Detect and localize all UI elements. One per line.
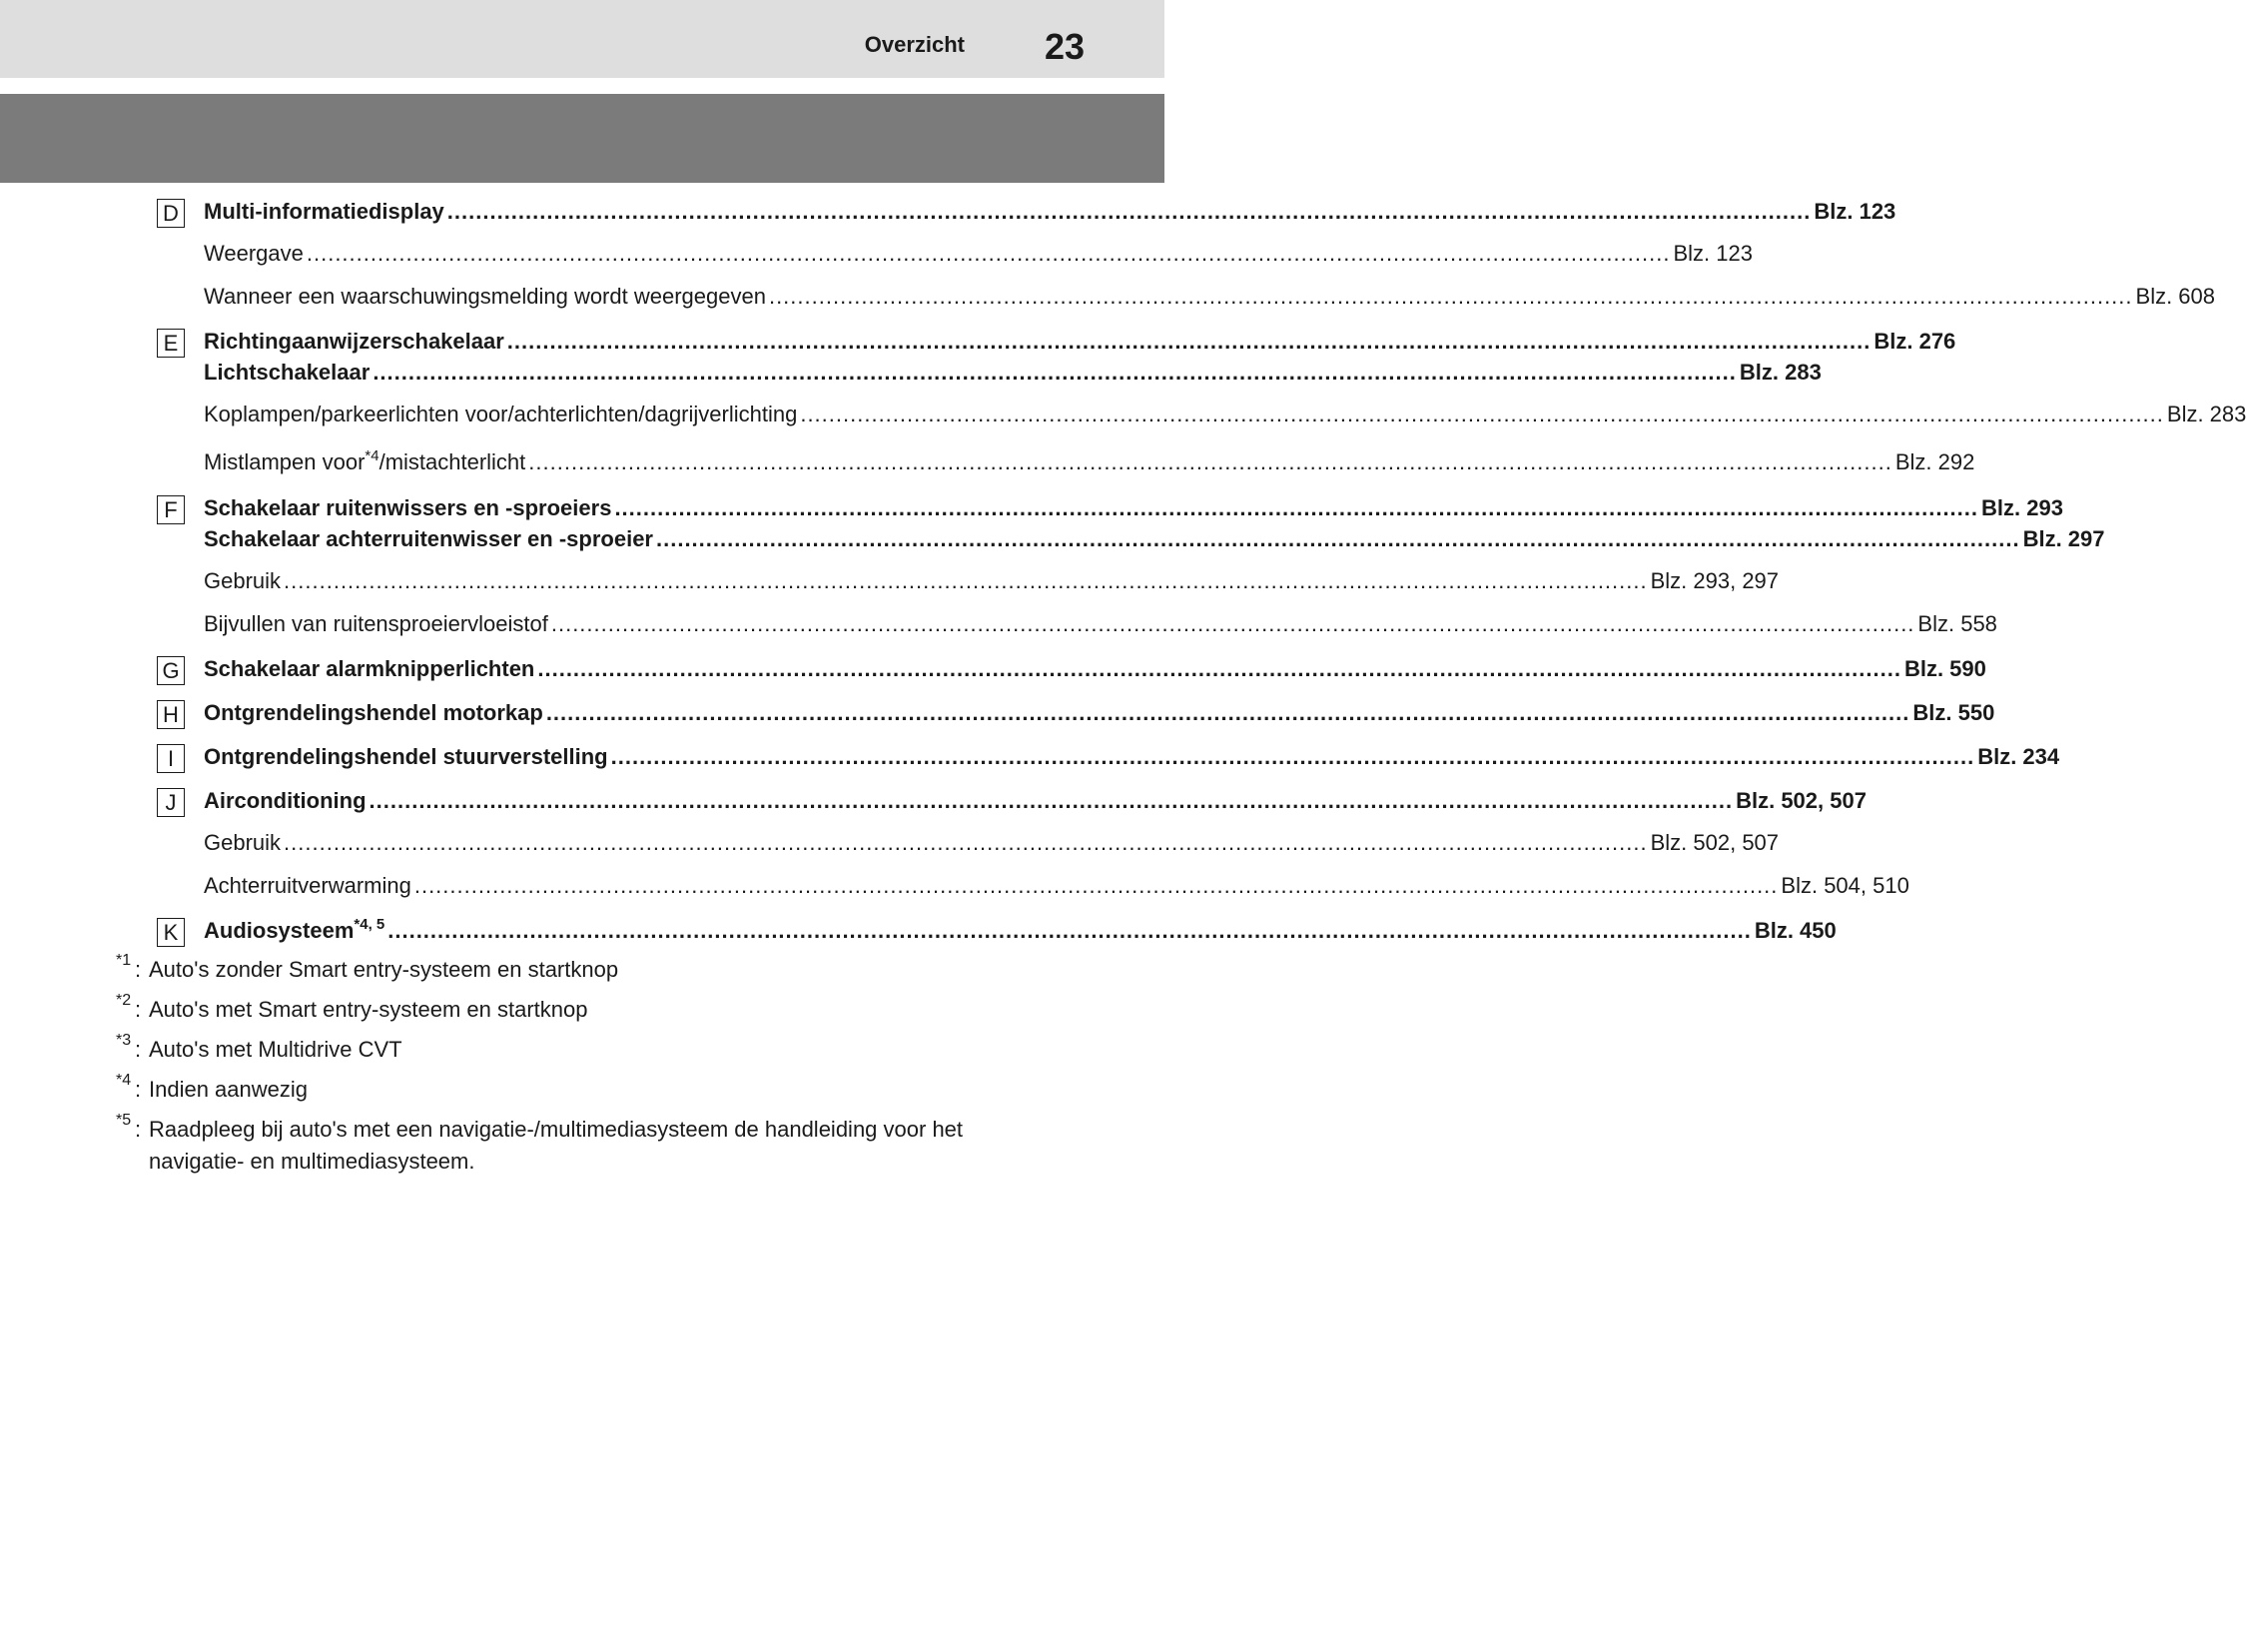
entry-stuurverstelling[interactable]	[204, 744, 2060, 770]
entry-airconditioning[interactable]	[204, 788, 1867, 814]
dot-leader: ................................................................................................................................................................................................	[656, 526, 2020, 551]
entry-label-pre: Mistlampen voor	[204, 449, 366, 474]
entry-ruitensproeiervloeistof[interactable]	[204, 611, 1997, 637]
entry-label: Schakelaar ruitenwissers en -sproeiers	[204, 495, 612, 520]
header-band	[0, 0, 1164, 78]
dot-leader: ................................................................................................................................................................................................	[373, 360, 1737, 385]
entry-waarschuwingsmelding[interactable]	[204, 284, 2216, 310]
entry-page: Blz. 276	[1873, 329, 1956, 354]
entry-achterruitverwarming[interactable]	[204, 873, 1909, 899]
entry-label: Ontgrendelingshendel stuurverstelling	[204, 744, 608, 769]
entry-page: Blz. 608	[2135, 284, 2216, 309]
entry-page: Blz. 292	[1894, 449, 1975, 474]
entry-multi-informatiedisplay[interactable]	[204, 199, 1896, 225]
page-number: 23	[1044, 26, 1085, 67]
footnote-text: Raadpleeg bij auto's met een navigatie-/multimediasysteem de handleiding voor het navigatie- en multimediasysteem.	[149, 1117, 964, 1174]
entry-page: Blz. 283	[1739, 360, 1822, 385]
entry-achterruitenwisser[interactable]	[204, 526, 2105, 552]
entry-label: Lichtschakelaar	[204, 360, 371, 385]
letter-box-d: D	[157, 199, 185, 228]
entry-page: Blz. 590	[1903, 656, 1986, 681]
footnote-3: *3 : Auto's met Multidrive CVT	[116, 1034, 1035, 1066]
entry-label-text: Audiosysteem	[204, 918, 355, 943]
entry-label: Koplampen/parkeerlichten voor/achterlichten/dagrijverlichting	[204, 402, 798, 426]
footnote-mark: *3	[116, 1032, 132, 1049]
entry-label: Wanneer een waarschuwingsmelding wordt weergegeven	[204, 284, 766, 309]
entry-page: Blz. 293	[1981, 495, 2063, 520]
entry-page: Blz. 123	[1673, 241, 1753, 266]
dot-leader: ................................................................................................................................................................................................	[610, 744, 1975, 769]
dot-leader: ................................................................................................................................................................................................	[506, 329, 1872, 354]
footnote-mark: *4	[116, 1072, 132, 1089]
entry-label: Gebruik	[204, 568, 282, 593]
letter-box-h: H	[157, 700, 185, 729]
entry-gebruik-airco[interactable]	[204, 830, 1780, 856]
letter-box-g: G	[157, 656, 185, 685]
entry-label	[204, 446, 526, 475]
letter-box-k: K	[157, 918, 185, 947]
letter-box-j: J	[157, 788, 185, 817]
entry-page: Blz. 502, 507	[1650, 830, 1780, 855]
entry-page: Blz. 297	[2022, 526, 2105, 551]
entry-label: Gebruik	[204, 830, 282, 855]
footnote-text: Indien aanwezig	[149, 1077, 309, 1102]
entry-page: Blz. 234	[1977, 744, 2060, 769]
entry-page: Blz. 504, 510	[1781, 873, 1909, 898]
entry-label: Schakelaar achterruitenwisser en -sproeier	[204, 526, 653, 551]
entry-ontgrendelingshendel-motorkap[interactable]	[204, 700, 1995, 726]
entry-label	[204, 915, 385, 944]
entry-label: Ontgrendelingshendel motorkap	[204, 700, 543, 725]
footnote-mark: *1	[116, 952, 132, 969]
entry-page: Blz. 550	[1912, 700, 1995, 725]
footnote-mark: *5	[116, 1112, 132, 1129]
dot-leader: ................................................................................................................................................................................................	[387, 918, 1752, 943]
entry-mistlampen[interactable]	[204, 446, 1975, 475]
footnote-4: *4 : Indien aanwezig	[116, 1074, 1035, 1106]
footnote-ref: *4, 5	[354, 915, 385, 933]
dot-leader: ................................................................................................................................................................................................	[284, 830, 1648, 855]
footnote-text: Auto's zonder Smart entry-systeem en startknop	[149, 957, 619, 982]
entry-page: Blz. 293, 297	[1650, 568, 1780, 593]
entry-weergave[interactable]	[204, 241, 1753, 267]
entry-koplampen[interactable]	[204, 402, 2246, 427]
entry-page: Blz. 283	[2166, 402, 2246, 426]
dot-leader: ................................................................................................................................................................................................	[545, 700, 1910, 725]
entry-label: Achterruitverwarming	[204, 873, 411, 898]
footnote-text: Auto's met Multidrive CVT	[149, 1037, 402, 1062]
entry-page: Blz. 502, 507	[1736, 788, 1867, 813]
entry-label: Airconditioning	[204, 788, 367, 813]
entry-page: Blz. 558	[1917, 611, 1997, 636]
footnote-ref: *4	[365, 446, 379, 464]
dot-leader: ................................................................................................................................................................................................	[306, 241, 1671, 266]
dot-leader: ................................................................................................................................................................................................	[537, 656, 1901, 681]
dot-leader: ................................................................................................................................................................................................	[528, 449, 1892, 474]
dot-leader: ................................................................................................................................................................................................	[550, 611, 1915, 636]
entry-label: Bijvullen van ruitensproeiervloeistof	[204, 611, 548, 636]
dot-leader: ................................................................................................................................................................................................	[446, 199, 1812, 224]
entry-page: Blz. 450	[1754, 918, 1837, 943]
entry-ruitenwissers[interactable]	[204, 495, 2063, 521]
dot-leader: ................................................................................................................................................................................................	[800, 402, 2164, 426]
entry-label-post: /mistachterlicht	[378, 449, 526, 474]
dot-leader: ................................................................................................................................................................................................	[284, 568, 1648, 593]
entry-gebruik-wissers[interactable]	[204, 568, 1780, 594]
footnote-2: *2 : Auto's met Smart entry-systeem en startknop	[116, 994, 1035, 1026]
letter-box-f: F	[157, 495, 185, 524]
letter-box-e: E	[157, 329, 185, 358]
dot-leader: ................................................................................................................................................................................................	[369, 788, 1734, 813]
entry-label: Richtingaanwijzerschakelaar	[204, 329, 504, 354]
entry-richtingaanwijzerschakelaar[interactable]	[204, 329, 1956, 355]
footnote-text: Auto's met Smart entry-systeem en startknop	[149, 997, 588, 1022]
entry-label: Weergave	[204, 241, 304, 266]
dot-leader: ................................................................................................................................................................................................	[768, 284, 2133, 309]
entry-label: Multi-informatiedisplay	[204, 199, 444, 224]
footnote-mark: *2	[116, 992, 132, 1009]
footnote-1: *1 : Auto's zonder Smart entry-systeem en startknop	[116, 954, 1035, 986]
image-placeholder-bar	[0, 94, 1164, 183]
section-title: Overzicht	[864, 32, 965, 57]
dot-leader: ................................................................................................................................................................................................	[614, 495, 1978, 520]
entry-label: Schakelaar alarmknipperlichten	[204, 656, 535, 681]
entry-audiosysteem[interactable]	[204, 915, 1837, 944]
letter-box-i: I	[157, 744, 185, 773]
entry-page: Blz. 123	[1814, 199, 1896, 224]
entry-lichtschakelaar[interactable]	[204, 360, 1822, 386]
dot-leader: ................................................................................................................................................................................................	[413, 873, 1779, 898]
entry-alarmknipperlichten[interactable]	[204, 656, 1986, 682]
footnote-5: *5 : Raadpleeg bij auto's met een navigatie-/multimediasysteem de handleiding voor het navigatie- en multimediasysteem.	[116, 1114, 1035, 1178]
